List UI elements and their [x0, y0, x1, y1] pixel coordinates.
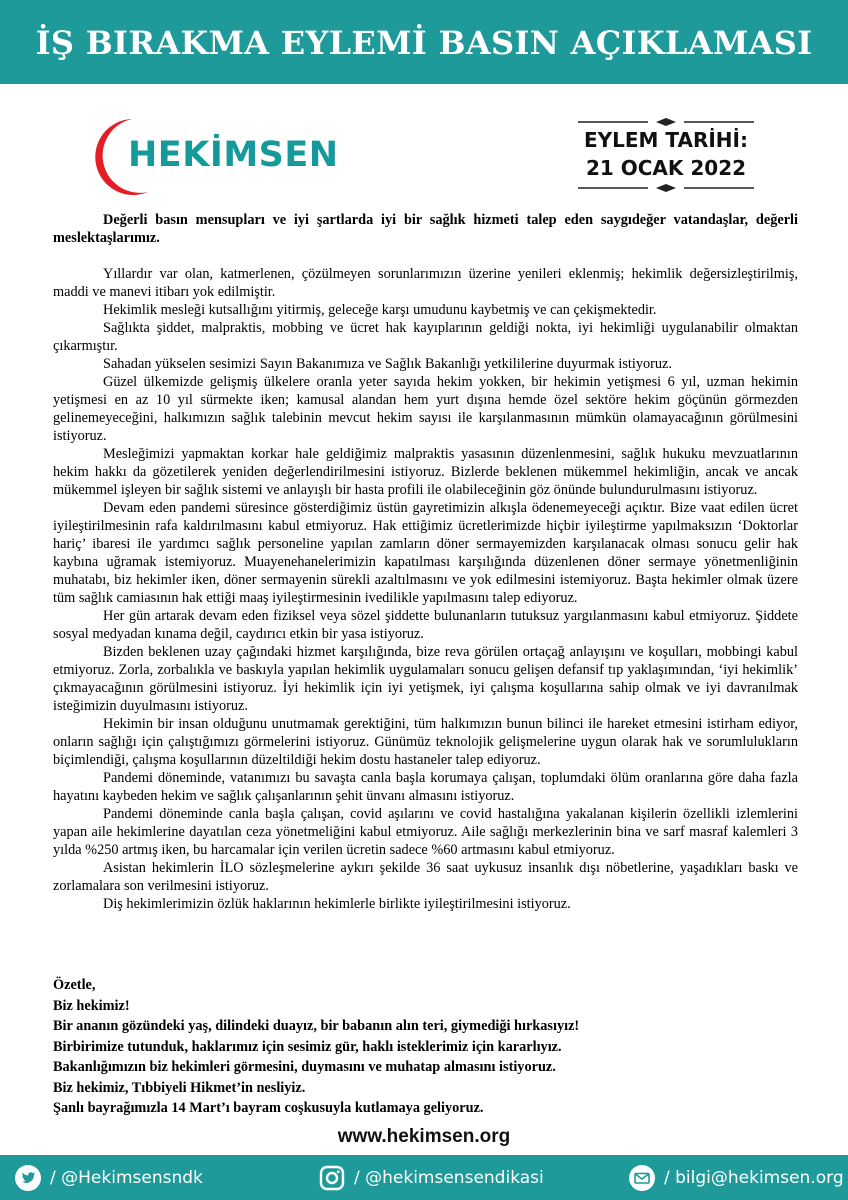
page-title: İŞ BIRAKMA EYLEMİ BASIN AÇIKLAMASI: [35, 24, 813, 62]
event-date-box: [568, 118, 764, 192]
closing-line: Biz hekimiz!: [53, 997, 130, 1014]
paragraph: Diş hekimlerimizin özlük haklarının hekimlerle birlikte iyileştirilmesini istiyoruz.: [103, 896, 571, 912]
paragraph: Her gün artarak devam eden fiziksel veya sözel şiddette bulunanların tutuksuz yargılanmasını kabul etmiyoruz. Şiddete sosyal medyadan kınama değil, caydırıcı etkin bir yasa istiyoruz.: [53, 608, 798, 642]
ornament-bottom-icon: [568, 184, 764, 192]
closing-line: Biz hekimiz, Tıbbiyeli Hikmet’in nesliyiz.: [53, 1079, 306, 1096]
paragraph: Sağlıkta şiddet, malpraktis, mobbing ve ücret hak kayıplarının geldiği nokta, iyi hekimliği uygulanabilir olmaktan çıkarmıştır.: [53, 320, 798, 354]
logo-text: HEKİMSEN: [128, 135, 339, 175]
twitter-handle[interactable]: [14, 1155, 203, 1200]
closing-line: Bakanlığımızın biz hekimleri görmesini, duymasını ve muhatap almasını istiyoruz.: [53, 1059, 556, 1075]
paragraph: Mesleğimizi yapmaktan korkar hale geldiğimiz malpraktis yasasının düzenlenmesini, sağlık hukuku mevzuatlarının hekim hakkı da gözetilerek yeniden değerlendirilmesini istiyoruz. Bizlerde beklenen mükemmel hekimliğin, ancak ve ancak mükemmel işleyen bir sağlık sistemi ve anlayışlı bir hasta profili ile olabileceğinin göz önünde bulundurulmasını istiyoruz.: [53, 446, 798, 498]
instagram-icon: [318, 1164, 346, 1192]
instagram-handle[interactable]: [318, 1155, 544, 1200]
closing-line: Özetle,: [53, 977, 96, 993]
event-date: 21 OCAK 2022: [585, 156, 747, 180]
paragraph: Pandemi döneminde canla başla çalışan, covid aşılarını ve covid hastalığına yakalanan kişilerin özellikli izlemlerini yapan aile hekimlerine dayatılan ceza yönetmeliğini kabul etmiyoruz. Aile sağlığı merkezlerinin bina ve sarf masraf kalemleri 3 yılda %250 artmış iken, bu harcamalar için verilen ücretin sadece %60 artmasını kabul etmiyoruz.: [53, 806, 798, 858]
paragraph: Sahadan yükselen sesimizi Sayın Bakanımıza ve Sağlık Bakanlığı yetkililerine duyurmak istiyoruz.: [103, 356, 672, 372]
greeting: Değerli basın mensupları ve iyi şartlarda iyi bir sağlık hizmeti talep eden saygıdeğer vatandaşlar, değerli meslektaşlarımız.: [53, 212, 798, 246]
email-contact[interactable]: [628, 1155, 844, 1200]
paragraph: Güzel ülkemizde gelişmiş ülkelere oranla yeter sayıda hekim yokken, bir hekimin yetişmesi 6 yıl, uzman hekimin yetişmesi en az 10 yıl sürmekte iken; kamusal alandan hem yurt dışına hemde özel sektöre hekim göçünün görmezden gelinemeyeceğini, halkımızın sağlık talebinin mevcut hekim sayısı ile karşılanmasının mümkün olamayacağının görülmesini istiyoruz.: [53, 374, 798, 444]
paragraph: Devam eden pandemi süresince gösterdiğimiz üstün gayretimizin alkışla ödenemeyeceği açıktır. Bize vaat edilen ücret iyileştirilmesinin rafa kaldırılmasını kabul etmiyoruz. Hak ettiğimiz ücretlerimizde hiçbir iyileştirme yapılmaksızın ‘Doktorlar hariç’ ibaresi ile yardımcı sağlık personeline yapılan zamların döner sermayemizden karşılanacak olması sonucu gelir hak kaybına uğramak istemiyoruz. Muayenehanelerimizin kapatılması karşılığında düzenlenen döner sermaye yönetmenliğinin muhatabı, biz hekimler iken, döner sermayenin sürekli azaltılmasını ve yok edilmesini istemiyoruz. Başta hekimler olmak üzere tüm sağlık camiasının hak ettiği maaş iyileştirmesinin ivedilikle yapılmasını talep ediyoruz.: [53, 500, 798, 606]
instagram-handle-text: / @hekimsensendikasi: [354, 1167, 544, 1188]
event-label: EYLEM TARİHİ:: [583, 128, 748, 152]
header-banner: [0, 0, 848, 84]
closing-statement: [53, 975, 798, 1119]
paragraph: Bizden beklenen uzay çağındaki hizmet karşılığında, bize reva görülen ortaçağ anlayışını ve koşulları, mobbingi kabul etmiyoruz. Zorla, zorbalıkla ve baskıyla yapılan hekimlik uygulamaları sonucu gelişen defansif tıp yaklaşımından, ‘iyi hekimlik’ çıkmayacağının görülmesini istiyoruz. İyi hekimlik için iyi yetişmek, iyi çalışma koşullarına sahip olmak ve iyi davranılmak isteğimizin duyulmasını istiyoruz.: [53, 644, 798, 714]
twitter-icon: [14, 1164, 42, 1192]
paragraph: Pandemi döneminde, vatanımızı bu savaşta canla başla korumaya çalışan, toplumdaki ölüm oranlarına göre daha fazla hayatını kaybeden hekim ve sağlık çalışanlarının şehit ünvanı almasını istiyoruz.: [53, 770, 798, 804]
footer-bar: [0, 1155, 848, 1200]
paragraph: Hekimin bir insan olduğunu unutmamak gerektiğini, tüm halkımızın bunun bilinci ile hareket etmesini istirham ediyor, onların sağlığı için çalıştığımızı görmelerini istiyoruz. Günümüz teknolojik gelişmelerine uygun olarak hak ve sorumlulukların biçimlendiği, çalışma koşullarının düzeltildiği hekim dostu hastaneler talep ediyoruz.: [53, 716, 798, 768]
closing-line: Birbirimize tutunduk, haklarımız için sesimiz gür, haklı isteklerimiz için kararlıyız.: [53, 1038, 562, 1055]
twitter-handle-text: / @Hekimsensndk: [50, 1167, 203, 1188]
email-text: / bilgi@hekimsen.org: [664, 1167, 844, 1188]
closing-line: Şanlı bayrağımızla 14 Mart’ı bayram coşkusuyla kutlamaya geliyoruz.: [53, 1100, 484, 1116]
closing-line: Bir ananın gözündeki yaş, dilindeki duayız, bir babanın alın teri, giymediği hırkasıyız!: [53, 1018, 580, 1034]
paragraph: Asistan hekimlerin İLO sözleşmelerine aykırı şekilde 36 saat uykusuz insanlık dışı nöbetlerine, yaşadıkları baskı ve zorlamalara son verilmesini istiyoruz.: [53, 860, 798, 894]
ornament-top-icon: [568, 118, 764, 126]
paragraph: Hekimlik mesleği kutsallığını yitirmiş, geleceğe karşı umudunu kaybetmiş ve can çekişmektedir.: [103, 302, 657, 318]
mail-icon: [628, 1164, 656, 1192]
press-release-body: [53, 211, 798, 913]
paragraph: Yıllardır var olan, katmerlenen, çözülmeyen sorunlarımızın üzerine yenileri eklenmiş; hekimlik değersizleştirilmiş, maddi ve manevi itibarı yok edilmiştir.: [53, 266, 798, 300]
website-link[interactable]: www.hekimsen.org: [337, 1126, 511, 1147]
